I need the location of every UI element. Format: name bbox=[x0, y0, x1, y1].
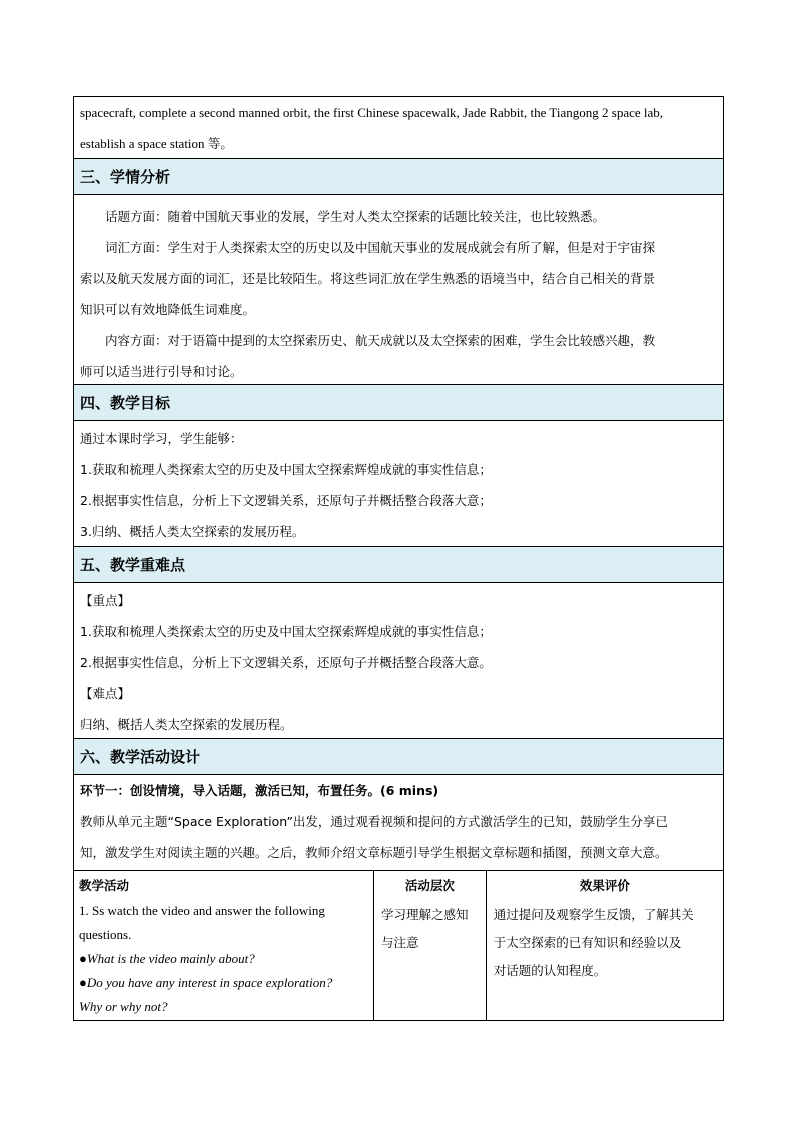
evaluation-column bbox=[487, 871, 723, 1020]
s5-key-2: 2.根据事实性信息，分析上下文逻辑关系，还原句子并概括整合段落大意。 bbox=[80, 655, 492, 670]
section-4-body bbox=[73, 421, 724, 547]
s3-content-para-1: 内容方面：对于语篇中提到的太空探索历史、航天成就以及太空探索的困难，学生会比较感兴趣，教 bbox=[105, 333, 656, 348]
s5-diff-1: 归纳、概括人类太空探索的发展历程。 bbox=[80, 717, 293, 732]
s3-topic-para: 话题方面：随着中国航天事业的发展，学生对人类太空探索的话题比较关注，也比较熟悉。 bbox=[105, 209, 606, 224]
activity-question-2a: ●Do you have any interest in space exploration? bbox=[79, 975, 333, 990]
section-5-title: 五、教学重难点 bbox=[73, 547, 724, 583]
stage-1-desc-1: 教师从单元主题“Space Exploration”出发，通过观看视频和提问的方式激活学生的已知，鼓励学生分享已 bbox=[80, 814, 668, 829]
evaluation-line-2: 于太空探索的已有知识和经验以及 bbox=[493, 935, 682, 950]
intro-row bbox=[73, 96, 724, 159]
activity-line-1: 1. Ss watch the video and answer the following bbox=[79, 903, 325, 918]
s4-goal-1: 1.获取和梳理人类探索太空的历史及中国太空探索辉煌成就的事实性信息； bbox=[80, 462, 492, 477]
intro-line-2: establish a space station 等。 bbox=[80, 136, 233, 151]
activity-line-2: questions. bbox=[79, 927, 132, 942]
activity-table bbox=[73, 871, 724, 1021]
s4-goal-3: 3.归纳、概括人类太空探索的发展历程。 bbox=[80, 524, 305, 539]
section-3-title: 三、学情分析 bbox=[73, 159, 724, 195]
s3-vocab-para-3: 知识可以有效地降低生词难度。 bbox=[80, 302, 256, 317]
section-3-body bbox=[73, 195, 724, 385]
evaluation-line-1: 通过提问及观察学生反馈，了解其关 bbox=[493, 907, 694, 922]
evaluation-line-3: 对话题的认知程度。 bbox=[493, 963, 607, 978]
activity-question-1: ●What is the video mainly about? bbox=[79, 951, 255, 966]
activity-column bbox=[74, 871, 374, 1020]
evaluation-column-title: 效果评价 bbox=[579, 878, 630, 893]
section-6-stage bbox=[73, 775, 724, 871]
s3-content-para-2: 师可以适当进行引导和讨论。 bbox=[80, 364, 243, 379]
level-column bbox=[374, 871, 487, 1020]
s5-key-label: 【重点】 bbox=[80, 593, 131, 608]
s3-vocab-para-2: 索以及航天发展方面的词汇，还是比较陌生。将这些词汇放在学生熟悉的语境当中，结合自己相关的背景 bbox=[80, 271, 656, 286]
intro-line-1: spacecraft, complete a second manned orbit, the first Chinese spacewalk, Jade Rabbit, the Tiangong 2 space lab, bbox=[80, 105, 664, 120]
section-6-title: 六、教学活动设计 bbox=[73, 739, 724, 775]
level-column-title: 活动层次 bbox=[404, 878, 455, 893]
stage-1-title: 环节一：创设情境，导入话题，激活已知，布置任务。(6 mins) bbox=[80, 783, 439, 798]
level-line-1: 学习理解之感知 bbox=[381, 907, 469, 922]
s4-intro: 通过本课时学习，学生能够： bbox=[80, 431, 243, 446]
section-4-title: 四、教学目标 bbox=[73, 385, 724, 421]
s4-goal-2: 2.根据事实性信息，分析上下文逻辑关系，还原句子并概括整合段落大意； bbox=[80, 493, 492, 508]
s3-vocab-para-1: 词汇方面：学生对于人类探索太空的历史以及中国航天事业的发展成就会有所了解，但是对于宇宙探 bbox=[105, 240, 656, 255]
section-5-body bbox=[73, 583, 724, 739]
stage-1-desc-2: 知，激发学生对阅读主题的兴趣。之后，教师介绍文章标题引导学生根据文章标题和插图，预测文章大意。 bbox=[80, 845, 668, 860]
activity-question-2b: Why or why not? bbox=[79, 999, 168, 1014]
lesson-plan-page bbox=[73, 96, 724, 1021]
s5-key-1: 1.获取和梳理人类探索太空的历史及中国太空探索辉煌成就的事实性信息； bbox=[80, 624, 492, 639]
s5-diff-label: 【难点】 bbox=[80, 686, 131, 701]
activity-column-title: 教学活动 bbox=[79, 878, 130, 893]
level-line-2: 与注意 bbox=[381, 935, 419, 950]
